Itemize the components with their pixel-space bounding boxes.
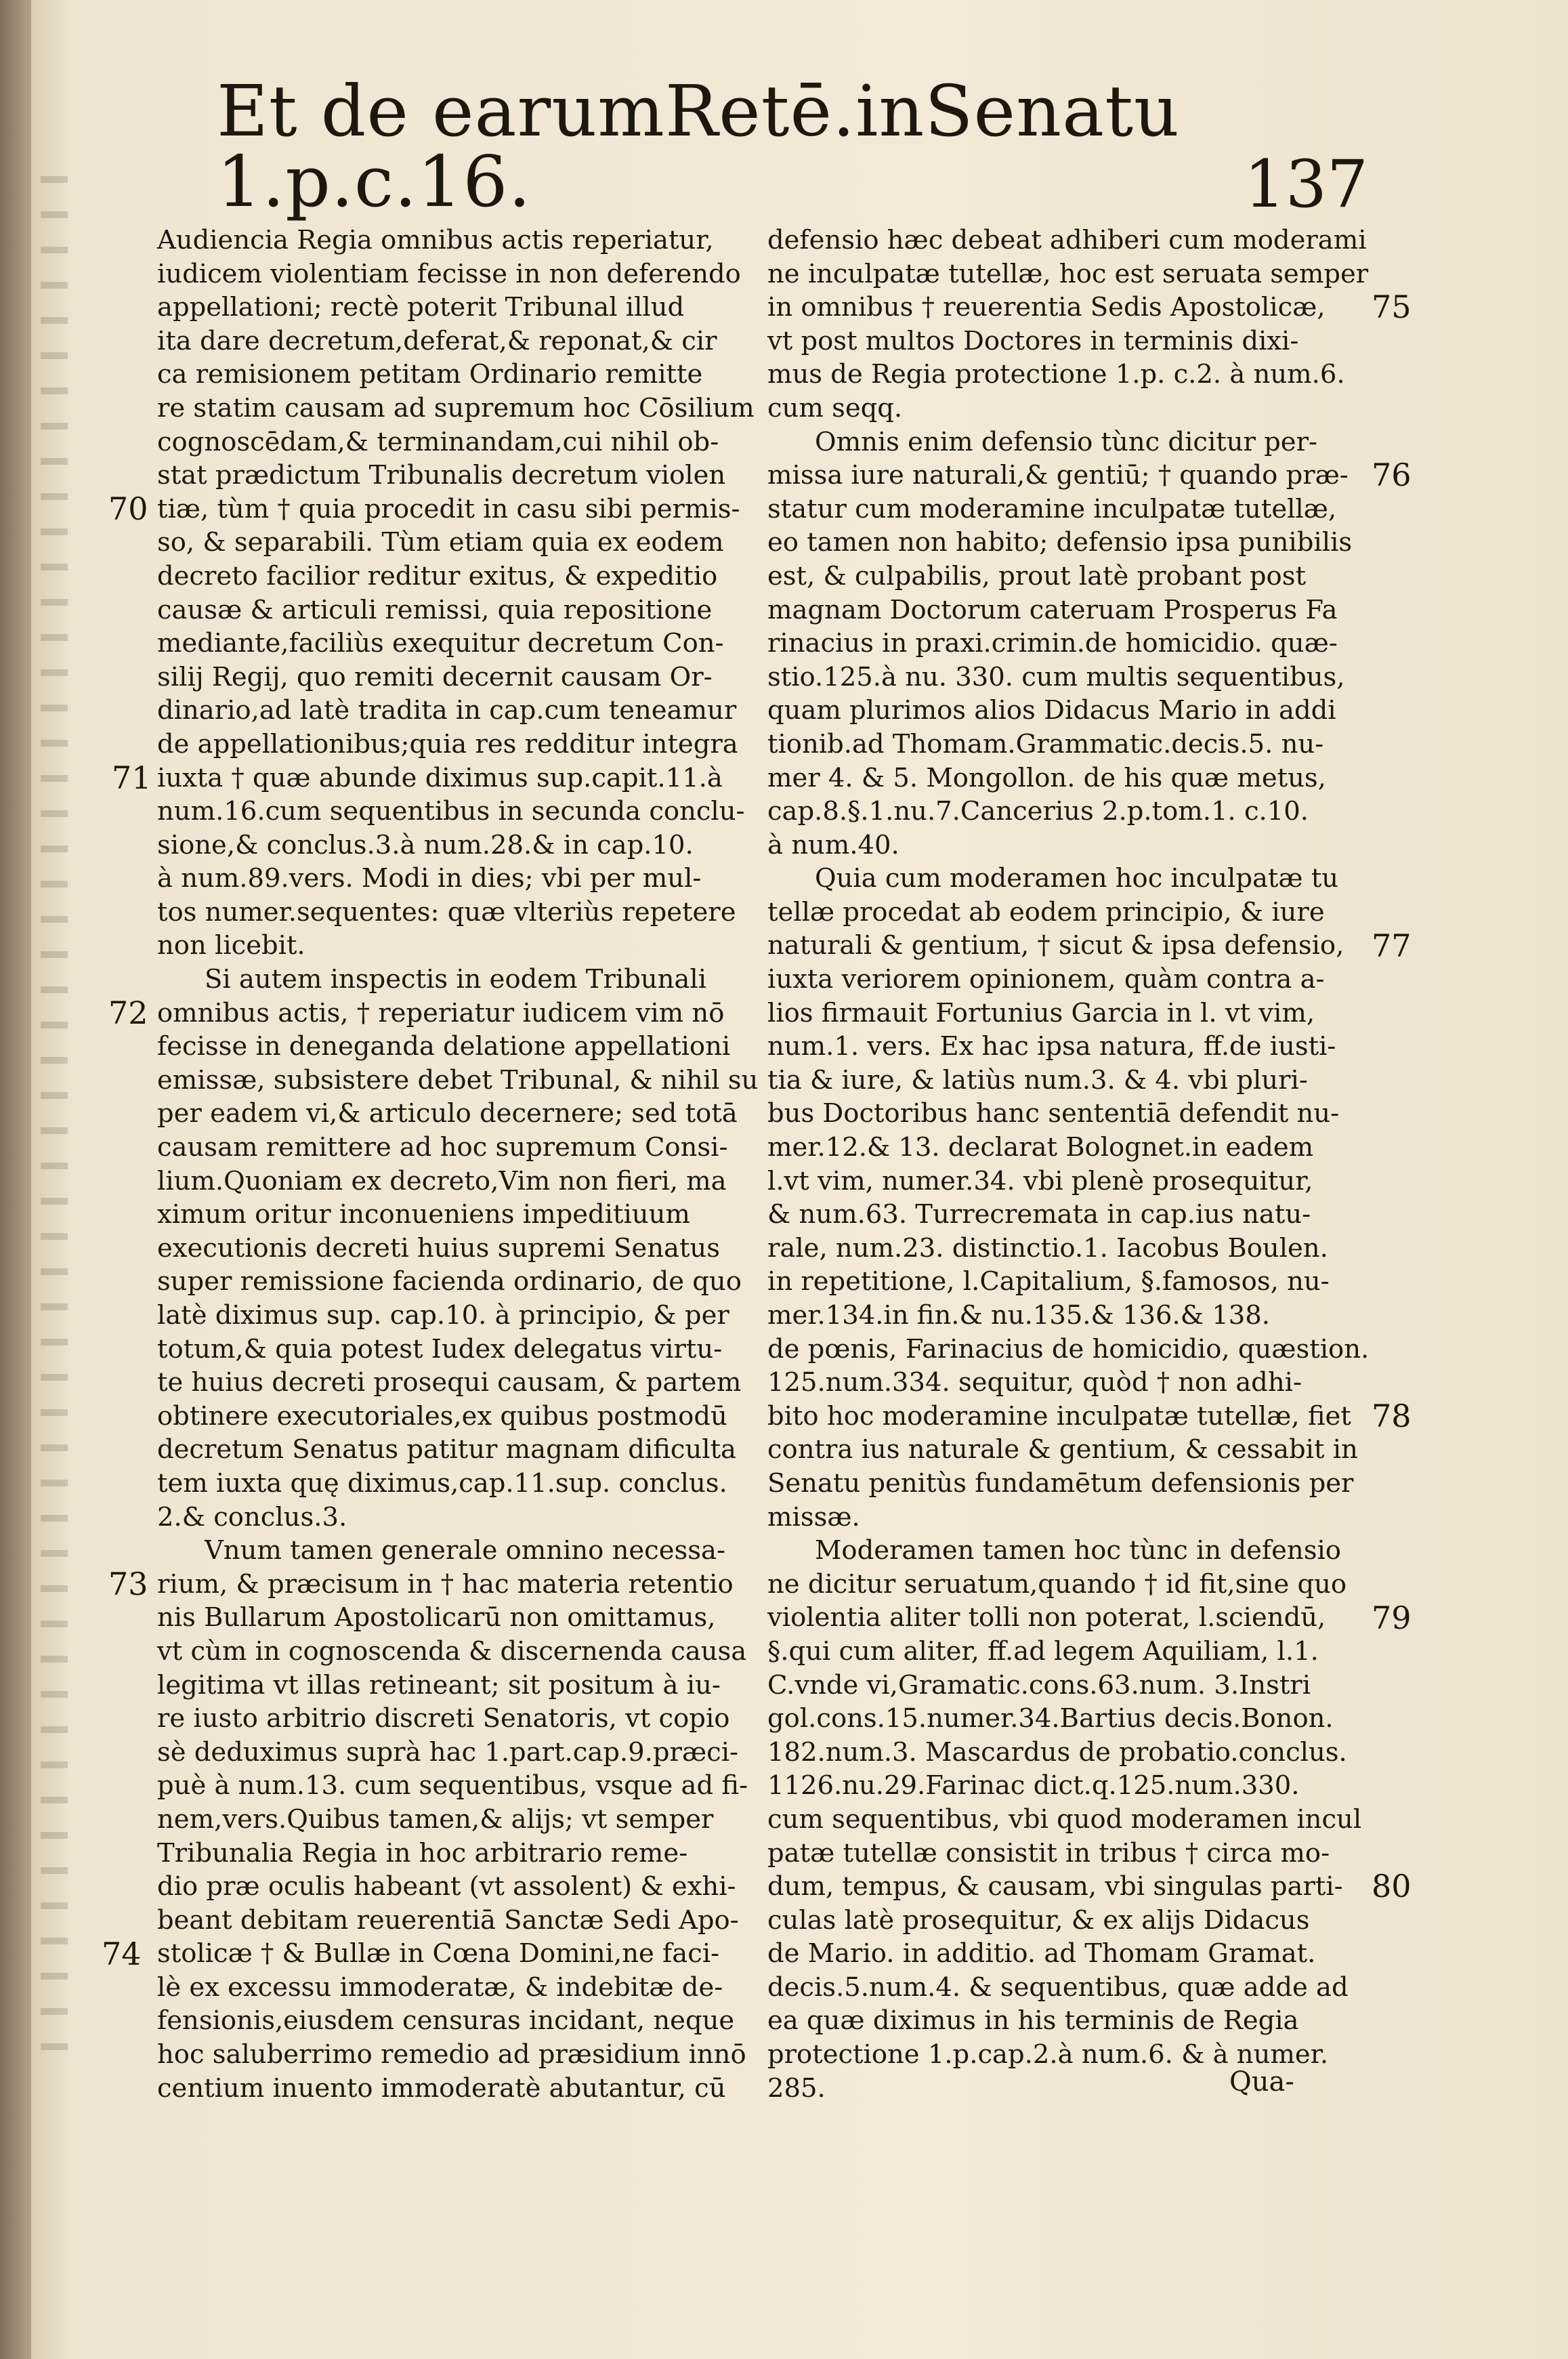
text-line: 2.& conclus.3. (157, 1501, 347, 1532)
text-line: re statim causam ad supremum hoc Cōsilium (157, 392, 755, 423)
text-line: cognoscēdam,& terminandam,cui nihil ob- (157, 426, 719, 457)
text-line: de appellationibus;quia res redditur integra (157, 728, 738, 759)
text-line: bito hoc moderamine inculpatæ tutellæ, fiet (767, 1400, 1351, 1432)
text-line: vt cùm in cognoscenda & discernenda causa (157, 1635, 747, 1667)
margin-number: 72 (108, 994, 148, 1031)
text-line: defensio hæc debeat adhiberi cum moderami (767, 225, 1367, 255)
page-number: 137 (1244, 146, 1368, 222)
text-line: sione,& conclus.3.à num.28.& in cap.10. (157, 829, 694, 860)
text-line: cum sequentibus, vbi quod moderamen incul (767, 1803, 1362, 1835)
catchword: Qua- (1229, 2066, 1294, 2097)
text-line: 285. (767, 2072, 826, 2104)
text-line: 182.num.3. Mascardus de probatio.conclus. (767, 1736, 1347, 1768)
margin-number: 76 (1372, 457, 1412, 494)
text-line: puè à num.13. cum sequentibus, vsque ad fi- (157, 1770, 748, 1801)
text-line: ita dare decretum,deferat,& reponat,& cir (157, 325, 717, 356)
text-line: ea quæ diximus in his terminis de Regia (767, 2005, 1299, 2037)
text-line: mediante,faciliùs exequitur decretum Con- (157, 628, 724, 659)
text-line: sè deduximus suprà hac 1.part.cap.9.præci- (157, 1736, 739, 1768)
text-line: Tribunalia Regia in hoc arbitrario reme- (157, 1837, 688, 1869)
text-line: dum, tempus, & causam, vbi singulas parti- (767, 1871, 1343, 1902)
text-line: tem iuxta quę diximus,cap.11.sup. conclus. (157, 1467, 727, 1499)
text-line: nis Bullarum Apostolicarū non omittamus, (157, 1602, 716, 1633)
running-header (217, 70, 1368, 223)
margin-number: 71 (112, 759, 152, 796)
margin-number: 75 (1372, 289, 1412, 326)
text-line: tiæ, tùm † quia procedit in casu sibi permis- (157, 493, 740, 524)
text-line: decis.5.num.4. & sequentibus, quæ adde ad (767, 1971, 1349, 2003)
text-line: cum seqq. (767, 392, 903, 423)
text-line: Si autem inspectis in eodem Tribunali (205, 964, 707, 995)
page-gutter (0, 0, 31, 2359)
text-line: iudicem violentiam fecisse in non deferendo (157, 258, 741, 289)
text-line: Senatu penitùs fundamētum defensionis per (767, 1467, 1354, 1499)
text-line: totum,& quia potest Iudex delegatus virtu- (157, 1333, 723, 1364)
text-line: vt post multos Doctores in terminis dixi- (767, 325, 1299, 356)
text-line: 125.num.334. sequitur, quòd † non adhi- (767, 1367, 1302, 1398)
margin-number: 77 (1372, 927, 1412, 964)
text-line: emissæ, subsistere debet Tribunal, & nihil su (157, 1064, 759, 1095)
text-line: mer.12.& 13. declarat Bolognet.in eadem (767, 1132, 1314, 1163)
text-line: patæ tutellæ consistit in tribus † circa mo- (767, 1837, 1330, 1869)
text-line: latè diximus sup. cap.10. à principio, & per (157, 1300, 729, 1331)
text-line: rinacius in praxi.crimin.de homicidio. quæ- (767, 628, 1338, 659)
text-line: omnibus actis, † reperiatur iudicem vim nō (157, 997, 725, 1028)
text-line: à num.40. (767, 829, 899, 860)
text-line: stat prædictum Tribunalis decretum violen (157, 460, 726, 491)
text-line: §.qui cum aliter, ff.ad legem Aquiliam, l.1. (767, 1635, 1319, 1667)
text-line: mus de Regia protectione 1.p. c.2. à num.6. (767, 359, 1345, 390)
margin-number: 80 (1372, 1868, 1412, 1905)
margin-number: 73 (108, 1566, 148, 1602)
text-line: causam remittere ad hoc supremum Consi- (157, 1132, 728, 1163)
text-line: fecisse in deneganda delatione appellationi (157, 1031, 731, 1062)
bleed-through-text (41, 176, 68, 2073)
text-line: beant debitam reuerentiā Sanctæ Sedi Apo- (157, 1904, 739, 1936)
text-line: bus Doctoribus hanc sententiā defendit nu- (767, 1098, 1340, 1129)
text-line: Omnis enim defensio tùnc dicitur per- (815, 426, 1318, 457)
text-line: C.vnde vi,Gramatic.cons.63.num. 3.Instri (767, 1669, 1311, 1700)
text-line: missa iure naturali,& gentiū; † quando præ- (767, 460, 1349, 491)
text-line: in omnibus † reuerentia Sedis Apostolicæ, (767, 292, 1326, 323)
text-line: cap.8.§.1.nu.7.Cancerius 2.p.tom.1. c.10. (767, 796, 1309, 827)
text-line: Moderamen tamen hoc tùnc in defensio (815, 1535, 1341, 1566)
text-line: lè ex excessu immoderatæ, & indebitæ de- (157, 1971, 723, 2003)
text-line: Audiencia Regia omnibus actis reperiatur, (157, 225, 714, 255)
text-line: de pœnis, Farinacius de homicidio, quæstion. (767, 1333, 1370, 1364)
right-column (767, 224, 1370, 2105)
text-line: executionis decreti huius supremi Senatus (157, 1232, 720, 1264)
text-line: centium inuento immoderatè abutantur, cū (157, 2072, 726, 2104)
text-line: violentia aliter tolli non poterat, l.sciendū, (767, 1602, 1326, 1633)
text-line: quam plurimos alios Didacus Mario in addi (767, 695, 1336, 726)
text-line: Quia cum moderamen hoc inculpatæ tu (815, 863, 1339, 894)
text-line: rium, & præcisum in † hac materia retentio (157, 1568, 734, 1600)
text-line: fensionis,eiusdem censuras incidant, neque (157, 2005, 735, 2037)
text-line: tia & iure, & latiùs num.3. & 4. vbi pluri- (767, 1064, 1308, 1095)
text-line: lios firmauit Fortunius Garcia in l. vt vim, (767, 997, 1315, 1028)
text-line: est, & culpabilis, prout latè probant post (767, 560, 1306, 591)
running-title: Et de earumRetē.inSenatu 1.p.c.16. (217, 70, 1180, 223)
text-line: iuxta veriorem opinionem, quàm contra a- (767, 964, 1325, 995)
margin-number: 70 (108, 490, 148, 527)
text-line: stio.125.à nu. 330. cum multis sequentibus, (767, 661, 1345, 692)
text-line: rale, num.23. distinctio.1. Iacobus Boulen. (767, 1232, 1328, 1264)
text-line: dio præ oculis habeant (vt assolent) & exhi- (157, 1871, 736, 1902)
margin-number: 74 (102, 1935, 142, 1972)
text-line: ximum oritur inconueniens impeditiuum (157, 1199, 690, 1230)
text-line: gol.cons.15.numer.34.Bartius decis.Bonon. (767, 1703, 1334, 1734)
text-line: re iusto arbitrio discreti Senatoris, vt copio (157, 1703, 730, 1734)
text-line: decretum Senatus patitur magnam dificulta (157, 1434, 736, 1465)
margin-number: 78 (1372, 1398, 1412, 1434)
text-line: per eadem vi,& articulo decernere; sed totā (157, 1098, 738, 1129)
text-line: num.16.cum sequentibus in secunda conclu- (157, 796, 745, 827)
text-line: legitima vt illas retineant; sit positum à iu- (157, 1669, 721, 1700)
text-line: so, & separabili. Tùm etiam quia ex eodem (157, 527, 724, 558)
text-line: ca remisionem petitam Ordinario remitte (157, 359, 703, 390)
text-line: à num.89.vers. Modi in dies; vbi per mul- (157, 863, 702, 894)
text-line: tellæ procedat ab eodem principio, & iure (767, 896, 1325, 927)
text-line: de Mario. in additio. ad Thomam Gramat. (767, 1938, 1316, 1969)
text-line: obtinere executoriales,ex quibus postmodū (157, 1400, 727, 1432)
text-line: naturali & gentium, † sicut & ipsa defensio, (767, 930, 1344, 961)
text-line: lium.Quoniam ex decreto,Vim non fieri, ma (157, 1165, 727, 1196)
text-line: super remissione facienda ordinario, de quo (157, 1266, 742, 1297)
text-line: in repetitione, l.Capitalium, §.famosos, nu- (767, 1266, 1330, 1297)
text-line: missæ. (767, 1501, 860, 1532)
text-line: nem,vers.Quibus tamen,& alijs; vt semper (157, 1803, 714, 1835)
text-line: contra ius naturale & gentium, & cessabit in (767, 1434, 1358, 1465)
text-line: iuxta † quæ abunde diximus sup.capit.11.à (157, 762, 723, 793)
text-line: l.vt vim, numer.34. vbi plenè prosequitur, (767, 1165, 1313, 1196)
text-line: te huius decreti prosequi causam, & partem (157, 1367, 742, 1398)
text-line: ne dicitur seruatum,quando † id fit,sine quo (767, 1568, 1347, 1600)
margin-number: 79 (1372, 1599, 1412, 1636)
text-line: Vnum tamen generale omnino necessa- (205, 1535, 726, 1566)
text-line: eo tamen non habito; defensio ipsa punibilis (767, 527, 1353, 558)
text-line: mer 4. & 5. Mongollon. de his quæ metus, (767, 762, 1326, 793)
text-line: non licebit. (157, 930, 305, 961)
left-column (157, 224, 759, 2105)
text-line: & num.63. Turrecremata in cap.ius natu- (767, 1199, 1311, 1230)
text-line: statur cum moderamine inculpatæ tutellæ, (767, 493, 1337, 524)
text-line: dinario,ad latè tradita in cap.cum teneamur (157, 695, 737, 726)
text-line: ne inculpatæ tutellæ, hoc est seruata semper (767, 258, 1369, 289)
text-line: decreto facilior reditur exitus, & expeditio (157, 560, 718, 591)
text-line: protectione 1.p.cap.2.à num.6. & à numer. (767, 2039, 1329, 2070)
text-line: magnam Doctorum cateruam Prosperus Fa (767, 594, 1338, 625)
text-line: tionib.ad Thomam.Grammatic.decis.5. nu- (767, 728, 1324, 759)
text-line: stolicæ † & Bullæ in Cœna Domini,ne faci- (157, 1938, 720, 1969)
text-line: silij Regij, quo remiti decernit causam Or- (157, 661, 713, 692)
text-line: culas latè prosequitur, & ex alijs Didacus (767, 1904, 1310, 1936)
text-line: num.1. vers. Ex hac ipsa natura, ff.de iusti- (767, 1031, 1336, 1062)
text-line: mer.134.in fin.& nu.135.& 136.& 138. (767, 1300, 1271, 1331)
text-line: 1126.nu.29.Farinac dict.q.125.num.330. (767, 1770, 1300, 1801)
text-line: causæ & articuli remissi, quia repositione (157, 594, 713, 625)
text-line: appellationi; rectè poterit Tribunal illud (157, 292, 685, 323)
text-line: hoc saluberrimo remedio ad præsidium innō (157, 2039, 746, 2070)
text-line: tos numer.sequentes: quæ vlteriùs repetere (157, 896, 736, 927)
